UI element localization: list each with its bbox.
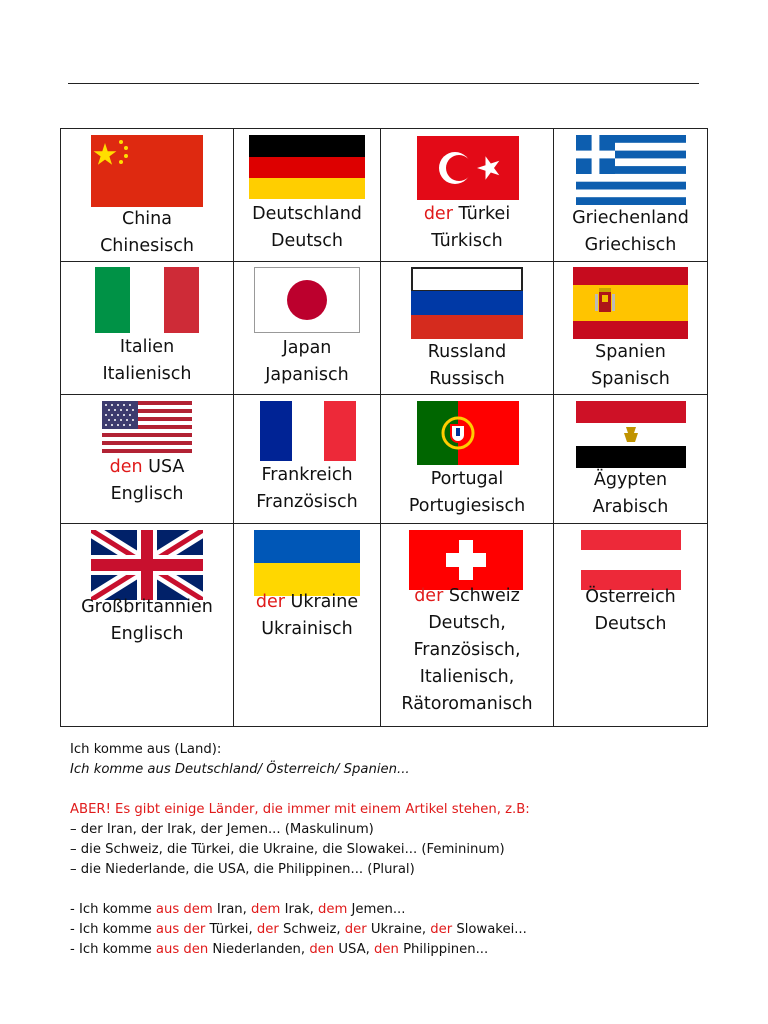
uk-flag — [91, 530, 203, 600]
country-names — [61, 594, 233, 648]
country-name: Japan — [282, 338, 332, 358]
country-names — [554, 339, 707, 393]
country-cell-tuerkei — [381, 129, 553, 261]
note-plural: – die Niederlande, die USA, die Philippinen... (Plural) — [70, 862, 415, 877]
country-name: Russland — [427, 342, 507, 362]
country-cell-russland — [381, 262, 553, 394]
language-name: Türkisch — [431, 231, 503, 251]
country-name: China — [122, 209, 172, 229]
article-highlight: der — [256, 922, 279, 937]
country-cell-frankreich — [234, 395, 380, 523]
language-name: Griechisch — [584, 235, 677, 255]
language-name: Arabisch — [592, 497, 669, 517]
country-cell-spanien — [554, 262, 707, 394]
language-name: Italienisch — [102, 364, 192, 384]
japan-flag — [254, 267, 360, 333]
country-cell-japan — [234, 262, 380, 394]
country-name: Italien — [119, 337, 175, 357]
switzerland-flag — [409, 530, 523, 590]
language-name: Portugiesisch — [408, 496, 526, 516]
country-names — [61, 454, 233, 508]
note-example: Ich komme aus Deutschland/ Österreich/ Spanien... — [70, 762, 410, 777]
france-flag — [260, 401, 356, 461]
country-name: Schweiz — [448, 586, 520, 606]
language-name: Spanisch — [591, 369, 670, 389]
country-names — [554, 205, 707, 259]
country-name: Ukraine — [290, 592, 359, 612]
language-name: Ukrainisch — [261, 619, 353, 639]
country-article: der — [255, 592, 285, 612]
article-highlight: aus den — [155, 942, 209, 957]
language-name: Französisch — [256, 492, 358, 512]
language-name: Deutsch — [594, 614, 667, 634]
country-cell-italien — [61, 262, 233, 394]
country-names — [234, 589, 380, 643]
grammar-notes — [70, 740, 530, 960]
italy-flag — [95, 267, 199, 333]
language-name: Deutsch — [270, 231, 344, 251]
country-name: Portugal — [430, 469, 504, 489]
language-name: Japanisch — [265, 365, 349, 385]
ukraine-flag — [254, 530, 360, 596]
note-masculine: – der Iran, der Irak, der Jemen... (Maskulinum) — [70, 822, 374, 837]
country-table — [60, 128, 708, 727]
example-text: - Ich komme — [70, 942, 156, 957]
note-warning: ABER! Es gibt einige Länder, die immer mit einem Artikel stehen, z.B: — [70, 802, 530, 817]
russia-flag — [411, 267, 523, 339]
language-name: Chinesisch — [100, 236, 194, 256]
article-highlight: den — [374, 942, 399, 957]
example-text: Philippinen... — [398, 942, 489, 957]
country-cell-ukraine — [234, 524, 380, 726]
country-name: USA — [148, 457, 185, 477]
note-line: Ich komme aus (Land): — [70, 742, 222, 757]
example-text: Slowakei... — [452, 922, 527, 937]
china-flag — [91, 135, 203, 207]
turkey-flag — [417, 136, 519, 200]
country-names — [554, 584, 707, 638]
article-highlight: der — [344, 922, 367, 937]
header-rule — [68, 83, 699, 84]
example-text: - Ich komme — [70, 902, 156, 917]
country-names — [381, 583, 553, 718]
note-feminine: – die Schweiz, die Türkei, die Ukraine, die Slowakei... (Femininum) — [70, 842, 505, 857]
example-text: Ukraine, — [366, 922, 431, 937]
example-text: USA, — [334, 942, 375, 957]
country-cell-deutschland — [234, 129, 380, 261]
example-text: Schweiz, — [278, 922, 345, 937]
country-name: Griechenland — [572, 208, 689, 228]
language-name: Russisch — [429, 369, 505, 389]
country-cell-usa — [61, 395, 233, 523]
country-cell-aegypten — [554, 395, 707, 523]
country-names — [381, 339, 553, 393]
example-text: Jemen... — [347, 902, 406, 917]
country-names — [381, 466, 553, 520]
language-name: Deutsch, Französisch, Italienisch, Rätoromanisch — [401, 613, 533, 714]
usa-flag — [102, 401, 192, 453]
example-text: Türkei, — [205, 922, 257, 937]
country-cell-grossbritannien — [61, 524, 233, 726]
country-cell-oesterreich — [554, 524, 707, 726]
article-highlight: aus der — [155, 922, 206, 937]
language-name: Englisch — [110, 624, 184, 644]
country-article: den — [109, 457, 143, 477]
country-names — [234, 462, 380, 516]
article-highlight: aus dem — [155, 902, 213, 917]
article-highlight: dem — [251, 902, 281, 917]
example-den — [70, 940, 530, 960]
country-cell-china — [61, 129, 233, 261]
example-text: Irak, — [280, 902, 318, 917]
country-names — [381, 201, 553, 255]
austria-flag — [581, 530, 681, 590]
country-name: Großbritannien — [81, 597, 213, 617]
country-name: Österreich — [585, 587, 676, 607]
country-name: Frankreich — [261, 465, 353, 485]
example-text: - Ich komme — [70, 922, 156, 937]
country-names — [554, 467, 707, 521]
country-name: Spanien — [595, 342, 666, 362]
country-names — [234, 201, 380, 255]
country-name: Deutschland — [252, 204, 362, 224]
country-cell-portugal — [381, 395, 553, 523]
country-names — [234, 335, 380, 389]
country-names — [61, 206, 233, 260]
example-dem — [70, 900, 530, 920]
country-cell-griechenland — [554, 129, 707, 261]
portugal-flag — [417, 401, 519, 465]
example-text: Niederlanden, — [208, 942, 310, 957]
article-highlight: dem — [318, 902, 348, 917]
language-name: Englisch — [110, 484, 184, 504]
country-name: Türkei — [458, 204, 511, 224]
spain-flag — [573, 267, 688, 339]
country-name: Ägypten — [593, 470, 668, 490]
example-der — [70, 920, 530, 940]
article-highlight: den — [309, 942, 335, 957]
greece-flag — [576, 135, 686, 205]
article-highlight: der — [430, 922, 453, 937]
country-article: der — [423, 204, 453, 224]
egypt-flag — [576, 401, 686, 468]
country-cell-schweiz — [381, 524, 553, 726]
example-text: Iran, — [212, 902, 252, 917]
germany-flag — [249, 135, 365, 199]
country-names — [61, 334, 233, 388]
country-article: der — [414, 586, 444, 606]
